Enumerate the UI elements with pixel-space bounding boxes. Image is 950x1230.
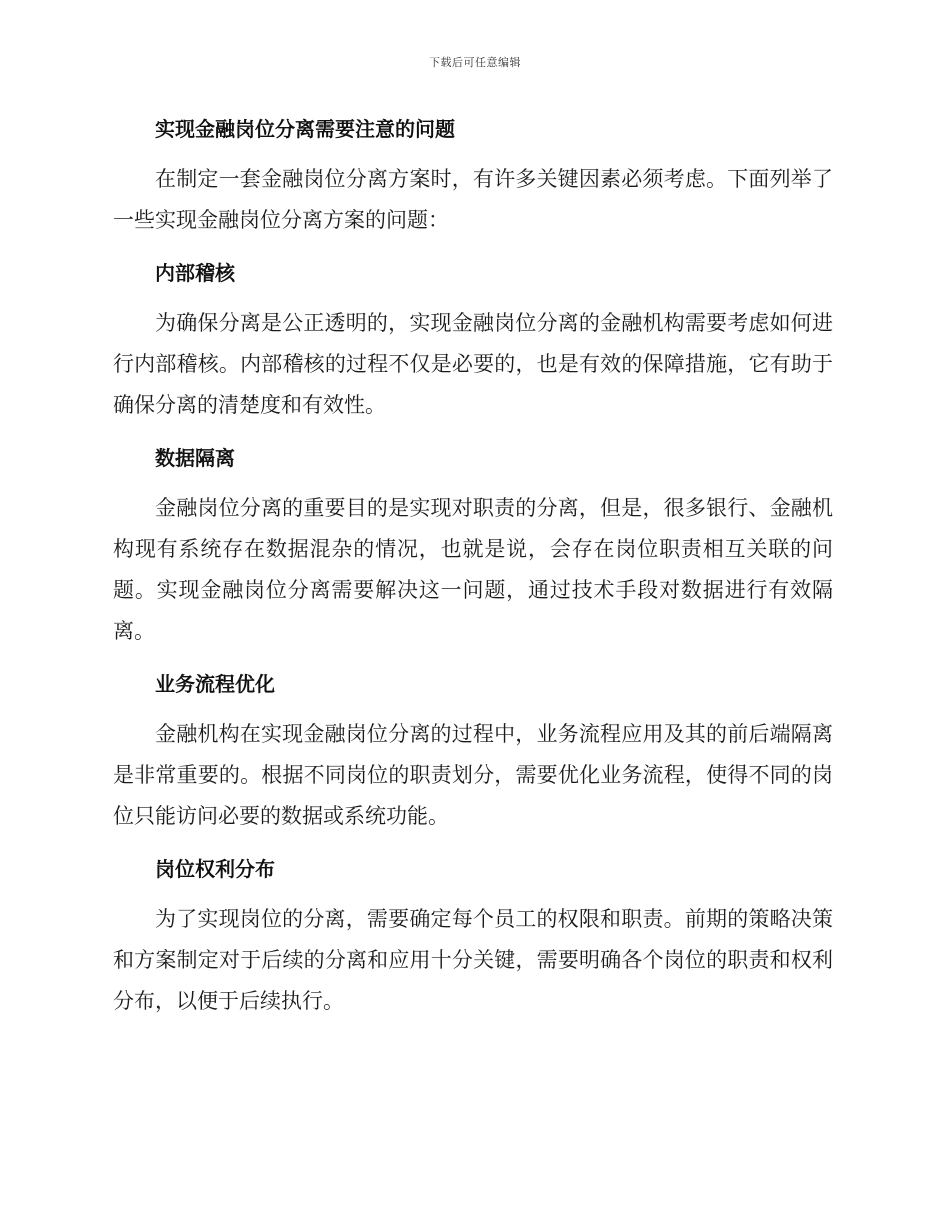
page-header: 下载后可任意编辑 xyxy=(429,56,521,69)
section-body-data-isolation: 金融岗位分离的重要目的是实现对职责的分离，但是，很多银行、金融机构现有系统存在数据混杂的情况，也就是说，会存在岗位职责相互关联的问题。实现金融岗位分离需要解决这一问题，通过技术手段对数据进行有效隔离。 xyxy=(113,496,833,643)
document-title: 实现金融岗位分离需要注意的问题 xyxy=(155,117,455,141)
section-body-process-optimization: 金融机构在实现金融岗位分离的过程中，业务流程应用及其的前后端隔离是非常重要的。根据不同岗位的职责划分，需要优化业务流程，使得不同的岗位只能访问必要的数据或系统功能。 xyxy=(113,722,833,828)
section-body-rights-distribution: 为了实现岗位的分离，需要确定每个员工的权限和职责。前期的策略决策和方案制定对于后续的分离和应用十分关键，需要明确各个岗位的职责和权利分布，以便于后续执行。 xyxy=(113,907,833,1013)
section-body-internal-audit: 为确保分离是公正透明的，实现金融岗位分离的金融机构需要考虑如何进行内部稽核。内部稽核的过程不仅是必要的，也是有效的保障措施，它有助于确保分离的清楚度和有效性。 xyxy=(113,311,833,417)
intro-paragraph: 在制定一套金融岗位分离方案时，有许多关键因素必须考虑。下面列举了一些实现金融岗位分离方案的问题： xyxy=(113,167,833,232)
section-heading-internal-audit: 内部稽核 xyxy=(155,261,235,285)
section-heading-process-optimization: 业务流程优化 xyxy=(155,672,275,696)
section-heading-rights-distribution: 岗位权利分布 xyxy=(155,857,275,881)
document-body xyxy=(113,109,833,1034)
section-heading-data-isolation: 数据隔离 xyxy=(155,446,235,470)
